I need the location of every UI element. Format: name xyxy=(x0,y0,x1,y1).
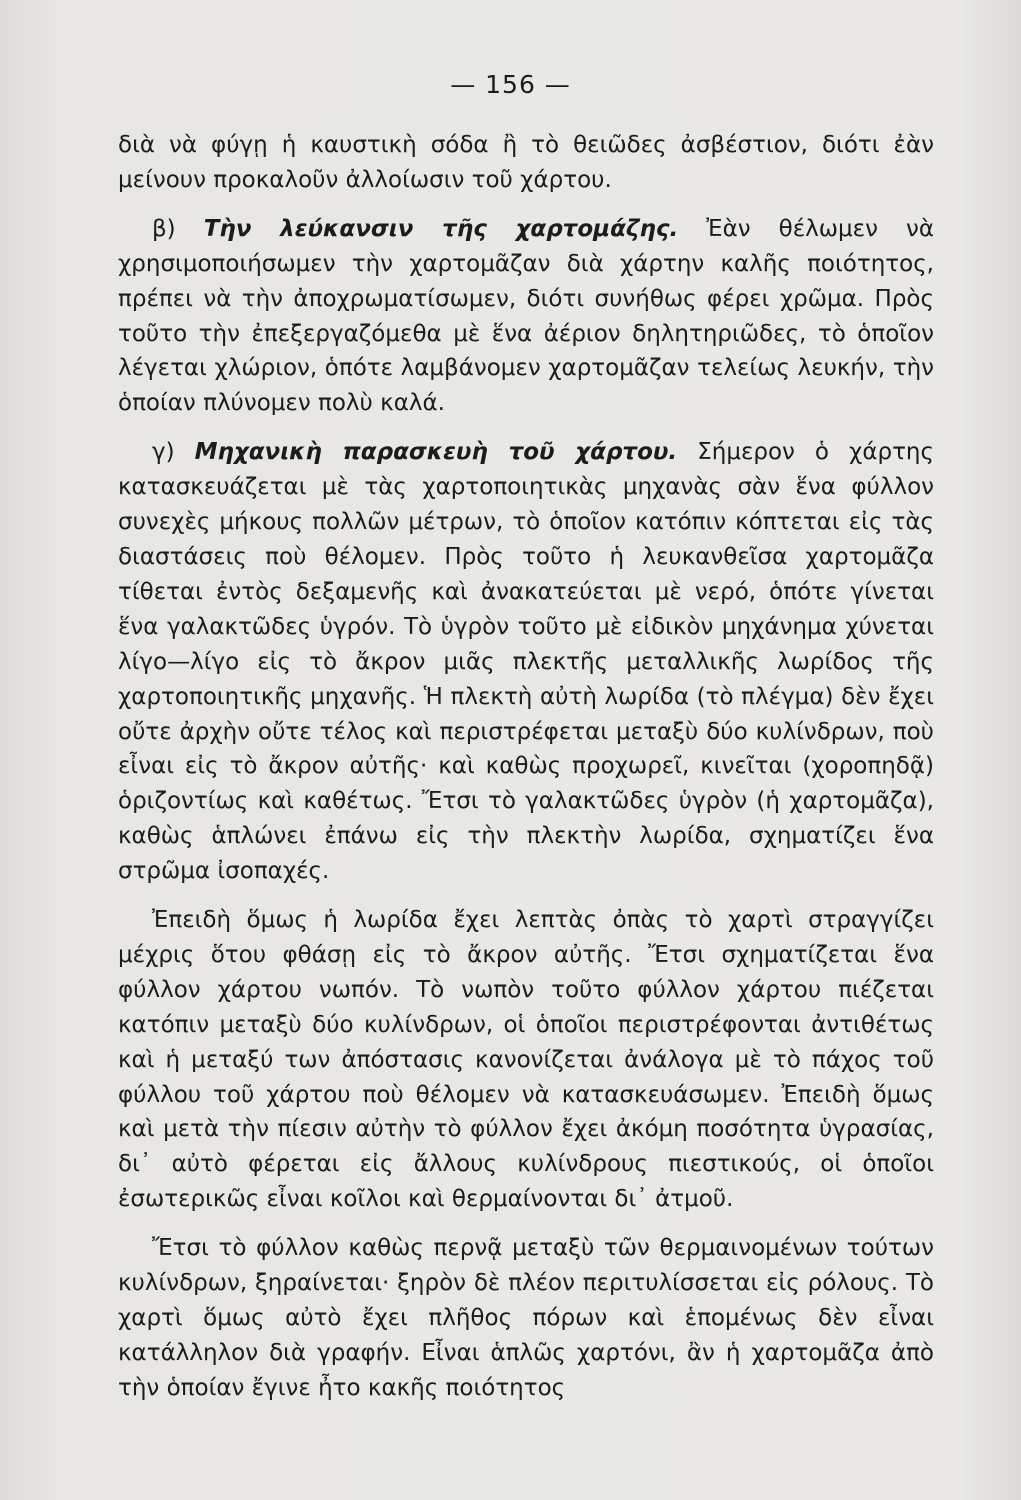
page-number: — 156 — xyxy=(450,70,571,99)
section-heading: Τὴν λεύκανσιν τῆς χαρτομάζης. xyxy=(203,215,679,242)
paragraph-section-b xyxy=(118,212,934,421)
paragraph-text: Σήμερον ὁ χάρτης κατασκευάζεται μὲ τὰς χαρτοποιητικὰς μηχανὰς σὰν ἕνα φύλλον συνεχὲς μήκους πολλῶν μέτρων, τὸ ὁποῖον κατόπιν κόπτεται εἰς τὰς διαστάσεις ποὺ θέλομεν. Πρὸς τοῦτο ἡ λευκανθεῖσα χαρτομᾶζα τίθεται ἐντὸς δεξαμενῆς καὶ ἀνακατεύεται μὲ νερό, ὁπότε γίνεται ἕνα γαλακτῶδες ὑγρόν. Τὸ ὑγρὸν τοῦτο μὲ εἰδικὸν μηχάνημα χύνεται λίγο—λίγο εἰς τὸ ἄκρον μιᾶς πλεκτῆς μεταλλικῆς λωρίδος τῆς χαρτοποιητικῆς μηχανῆς. Ἡ πλεκτὴ αὐτὴ λωρίδα (τὸ πλέγμα) δὲν ἔχει οὔτε ἀρχὴν οὔτε τέλος καὶ περιστρέφεται μεταξὺ δύο κυλίνδρων, ποὺ εἶναι εἰς τὸ ἄκρον αὐτῆς· καὶ καθὼς προχωρεῖ, κινεῖται (χοροπηδᾷ) ὁριζοντίως καὶ καθέτως. Ἔτσι τὸ γαλακτῶδες ὑγρὸν (ἡ χαρτομᾶζα), καθὼς ἁπλώνει ἐπάνω εἰς τὴν πλεκτὴν λωρίδα, σχηματίζει ἕνα στρῶμα ἰσοπαχές. xyxy=(118,439,935,885)
paragraph-drying xyxy=(118,1231,934,1406)
paragraph-text: Ἐπειδὴ ὅμως ἡ λωρίδα ἔχει λεπτὰς ὀπὰς τὸ χαρτὶ στραγγίζει μέχρις ὅτου φθάσῃ εἰς τὸ ἄκρον αὐτῆς. Ἔτσι σχηματίζεται ἕνα φύλλον χάρτου νωπόν. Τὸ νωπὸν τοῦτο φύλλον χάρτου πιέζεται κατόπιν μεταξὺ δύο κυλίνδρων, οἱ ὁποῖοι περιστρέφονται ἀντιθέτως καὶ ἡ μεταξύ των ἀπόστασις κανονίζεται ἀνάλογα μὲ τὸ πάχος τοῦ φύλλου τοῦ χάρτου ποὺ θέλομεν νὰ κατασκευάσωμεν. Ἐπειδὴ ὅμως καὶ μετὰ τὴν πίεσιν αὐτὴν τὸ φύλλον ἔχει ἀκόμη ποσότητα ὑγρασίας, δι᾽ αὐτὸ φέρεται εἰς ἄλλους κυλίνδρους πιεστικούς, οἱ ὁποῖοι ἐσωτερικῶς εἶναι κοῖλοι καὶ θερμαίνονται δι᾽ ἀτμοῦ. xyxy=(118,907,934,1213)
paragraph-text: Ἔτσι τὸ φύλλον καθὼς περνᾷ μεταξὺ τῶν θερμαινομένων τούτων κυλίνδρων, ξηραίνεται· ξηρὸν δὲ πλέον περιτυλίσσεται εἰς ρόλους. Τὸ χαρτὶ ὅμως αὐτὸ ἔχει πλῆθος πόρων καὶ ἑπομένως δὲν εἶναι κατάλληλον διὰ γραφήν. Εἶναι ἁπλῶς χαρτόνι, ἂν ἡ χαρτομᾶζα ἀπὸ τὴν ὁποίαν ἔγινε ἦτο κακῆς ποιότητος xyxy=(118,1235,934,1401)
paragraph-continuation xyxy=(118,128,934,198)
section-marker: β) xyxy=(152,215,176,242)
paragraph-text: διὰ νὰ φύγῃ ἡ καυστικὴ σόδα ἢ τὸ θειῶδες ἀσβέστιον, διότι ἐὰν μείνουν προκαλοῦν ἀλλοίωσιν τοῦ χάρτου. xyxy=(118,132,934,193)
section-heading: Μηχανικὴ παρασκευὴ τοῦ χάρτου. xyxy=(194,439,678,466)
section-marker: γ) xyxy=(152,439,175,466)
paragraph-text: Ἐὰν θέλωμεν νὰ χρησιμοποιήσωμεν τὴν χαρτομᾶζαν διὰ χάρτην καλῆς ποιότητος, πρέπει νὰ τὴν ἀποχρωματίσωμεν, διότι συνήθως φέρει χρῶμα. Πρὸς τοῦτο τὴν ἐπεξεργαζόμεθα μὲ ἕνα ἀέριον δηλητηριῶδες, τὸ ὁποῖον λέγεται χλώριον, ὁπότε λαμβάνομεν χαρτομᾶζαν τελείως λευκήν, τὴν ὁποίαν πλύνομεν πολὺ καλά. xyxy=(118,215,935,417)
paragraph-pressing xyxy=(118,903,934,1217)
paragraph-section-c xyxy=(118,435,934,889)
body-text xyxy=(118,128,934,1406)
